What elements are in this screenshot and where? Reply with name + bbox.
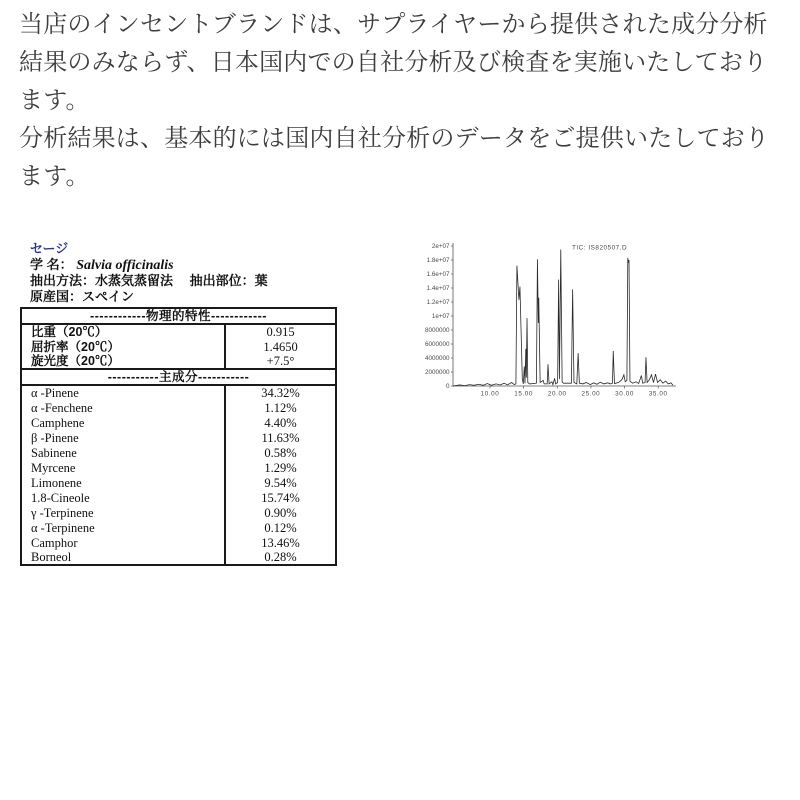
table-row xyxy=(21,445,336,460)
table-row xyxy=(21,520,336,535)
component-label: α -Terpinene xyxy=(31,520,95,535)
x-tick-label: 25.00 xyxy=(581,390,601,398)
y-tick-label: 8000000 xyxy=(424,327,450,335)
scientific-name-line xyxy=(30,257,360,274)
y-tick-label: 1.2e+07 xyxy=(426,299,450,307)
x-tick-label: 20.00 xyxy=(547,390,567,398)
component-label: Limonene xyxy=(31,475,82,490)
component-value: 0.915 xyxy=(225,324,336,339)
table-row xyxy=(21,339,336,354)
table-row xyxy=(21,354,336,369)
component-value: 1.29% xyxy=(225,460,336,475)
origin-line: 原産国：スペイン xyxy=(30,288,135,304)
analysis-table xyxy=(20,307,337,566)
table-row xyxy=(21,490,336,505)
y-tick-label: 4000000 xyxy=(424,355,450,363)
component-value: 1.12% xyxy=(225,400,336,415)
table-row xyxy=(21,415,336,430)
intro-text xyxy=(19,6,789,196)
component-label: α -Pinene xyxy=(31,386,79,400)
component-value: 13.46% xyxy=(225,535,336,550)
chart-title: TIC: IS820507.D xyxy=(572,244,628,252)
component-label: Myrcene xyxy=(31,460,76,475)
component-label: Sabinene xyxy=(31,445,77,460)
x-tick-label: 35.00 xyxy=(648,390,668,398)
y-tick-label: 1.6e+07 xyxy=(426,271,450,279)
intro-line: 分析結果は、基本的には国内自社分析のデータをご提供いたしており xyxy=(19,125,770,152)
component-value: 9.54% xyxy=(225,475,336,490)
component-value: 0.90% xyxy=(225,505,336,520)
oil-name: セージ xyxy=(30,241,69,256)
table-row xyxy=(21,400,336,415)
component-value: 1.4650 xyxy=(225,339,336,354)
scientific-name-label: 学 名： xyxy=(30,256,77,272)
section-header-row xyxy=(21,369,336,385)
chromatogram xyxy=(420,240,680,400)
table-row xyxy=(21,430,336,445)
component-value: +7.5° xyxy=(225,354,336,369)
y-tick-label: 6000000 xyxy=(424,341,450,349)
component-value: 4.40% xyxy=(225,415,336,430)
table-row xyxy=(21,505,336,520)
table-row xyxy=(21,535,336,550)
scientific-name: Salvia officinalis xyxy=(76,257,174,273)
component-label: 1.8-Cineole xyxy=(31,490,90,505)
table-row xyxy=(21,550,336,565)
y-tick-label: 1.4e+07 xyxy=(426,285,450,293)
y-tick-label: 1.8e+07 xyxy=(426,257,450,265)
section-header: -----------主成分----------- xyxy=(21,369,336,385)
component-label: Borneol xyxy=(31,550,72,564)
chromatogram-svg xyxy=(420,240,680,400)
analysis-table-body xyxy=(21,308,336,565)
component-label: 比重（20℃） xyxy=(31,325,108,339)
intro-line: 結果のみならず、日本国内での自社分析及び検査を実施いたしており xyxy=(19,49,768,76)
component-value: 34.32% xyxy=(225,385,336,400)
x-tick-label: 15.00 xyxy=(514,390,534,398)
component-value: 0.28% xyxy=(225,550,336,565)
intro-line: ます。 xyxy=(19,163,90,190)
component-value: 0.12% xyxy=(225,520,336,535)
y-tick-label: 2000000 xyxy=(424,369,450,377)
component-label: 旋光度（20℃） xyxy=(31,354,120,368)
component-label: γ -Terpinene xyxy=(31,505,94,520)
intro-line: 当店のインセントブランドは、サプライヤーから提供された成分分析 xyxy=(19,11,768,38)
y-tick-label: 2e+07 xyxy=(431,243,450,251)
specimen-info xyxy=(30,241,360,304)
component-label: Camphene xyxy=(31,415,85,430)
component-value: 11.63% xyxy=(225,430,336,445)
y-tick-label: 0 xyxy=(445,383,450,391)
table-row xyxy=(21,324,336,339)
section-header-row xyxy=(21,308,336,324)
x-tick-label: 10.00 xyxy=(480,390,500,398)
component-label: β -Pinene xyxy=(31,430,79,445)
x-tick-label: 30.00 xyxy=(615,390,634,398)
component-label: 屈折率（20℃） xyxy=(31,339,120,354)
table-row xyxy=(21,475,336,490)
component-label: Camphor xyxy=(31,535,78,550)
component-label: α -Fenchene xyxy=(31,400,93,415)
table-row xyxy=(21,385,336,400)
intro-line: ます。 xyxy=(19,87,90,114)
y-tick-label: 1e+07 xyxy=(431,313,450,321)
component-value: 0.58% xyxy=(225,445,336,460)
component-value: 15.74% xyxy=(225,490,336,505)
section-header: ------------物理的特性------------ xyxy=(21,308,336,324)
extraction-line: 抽出方法：水蒸気蒸留法 抽出部位：葉 xyxy=(30,273,268,288)
table-row xyxy=(21,460,336,475)
tic-trace xyxy=(453,250,673,387)
